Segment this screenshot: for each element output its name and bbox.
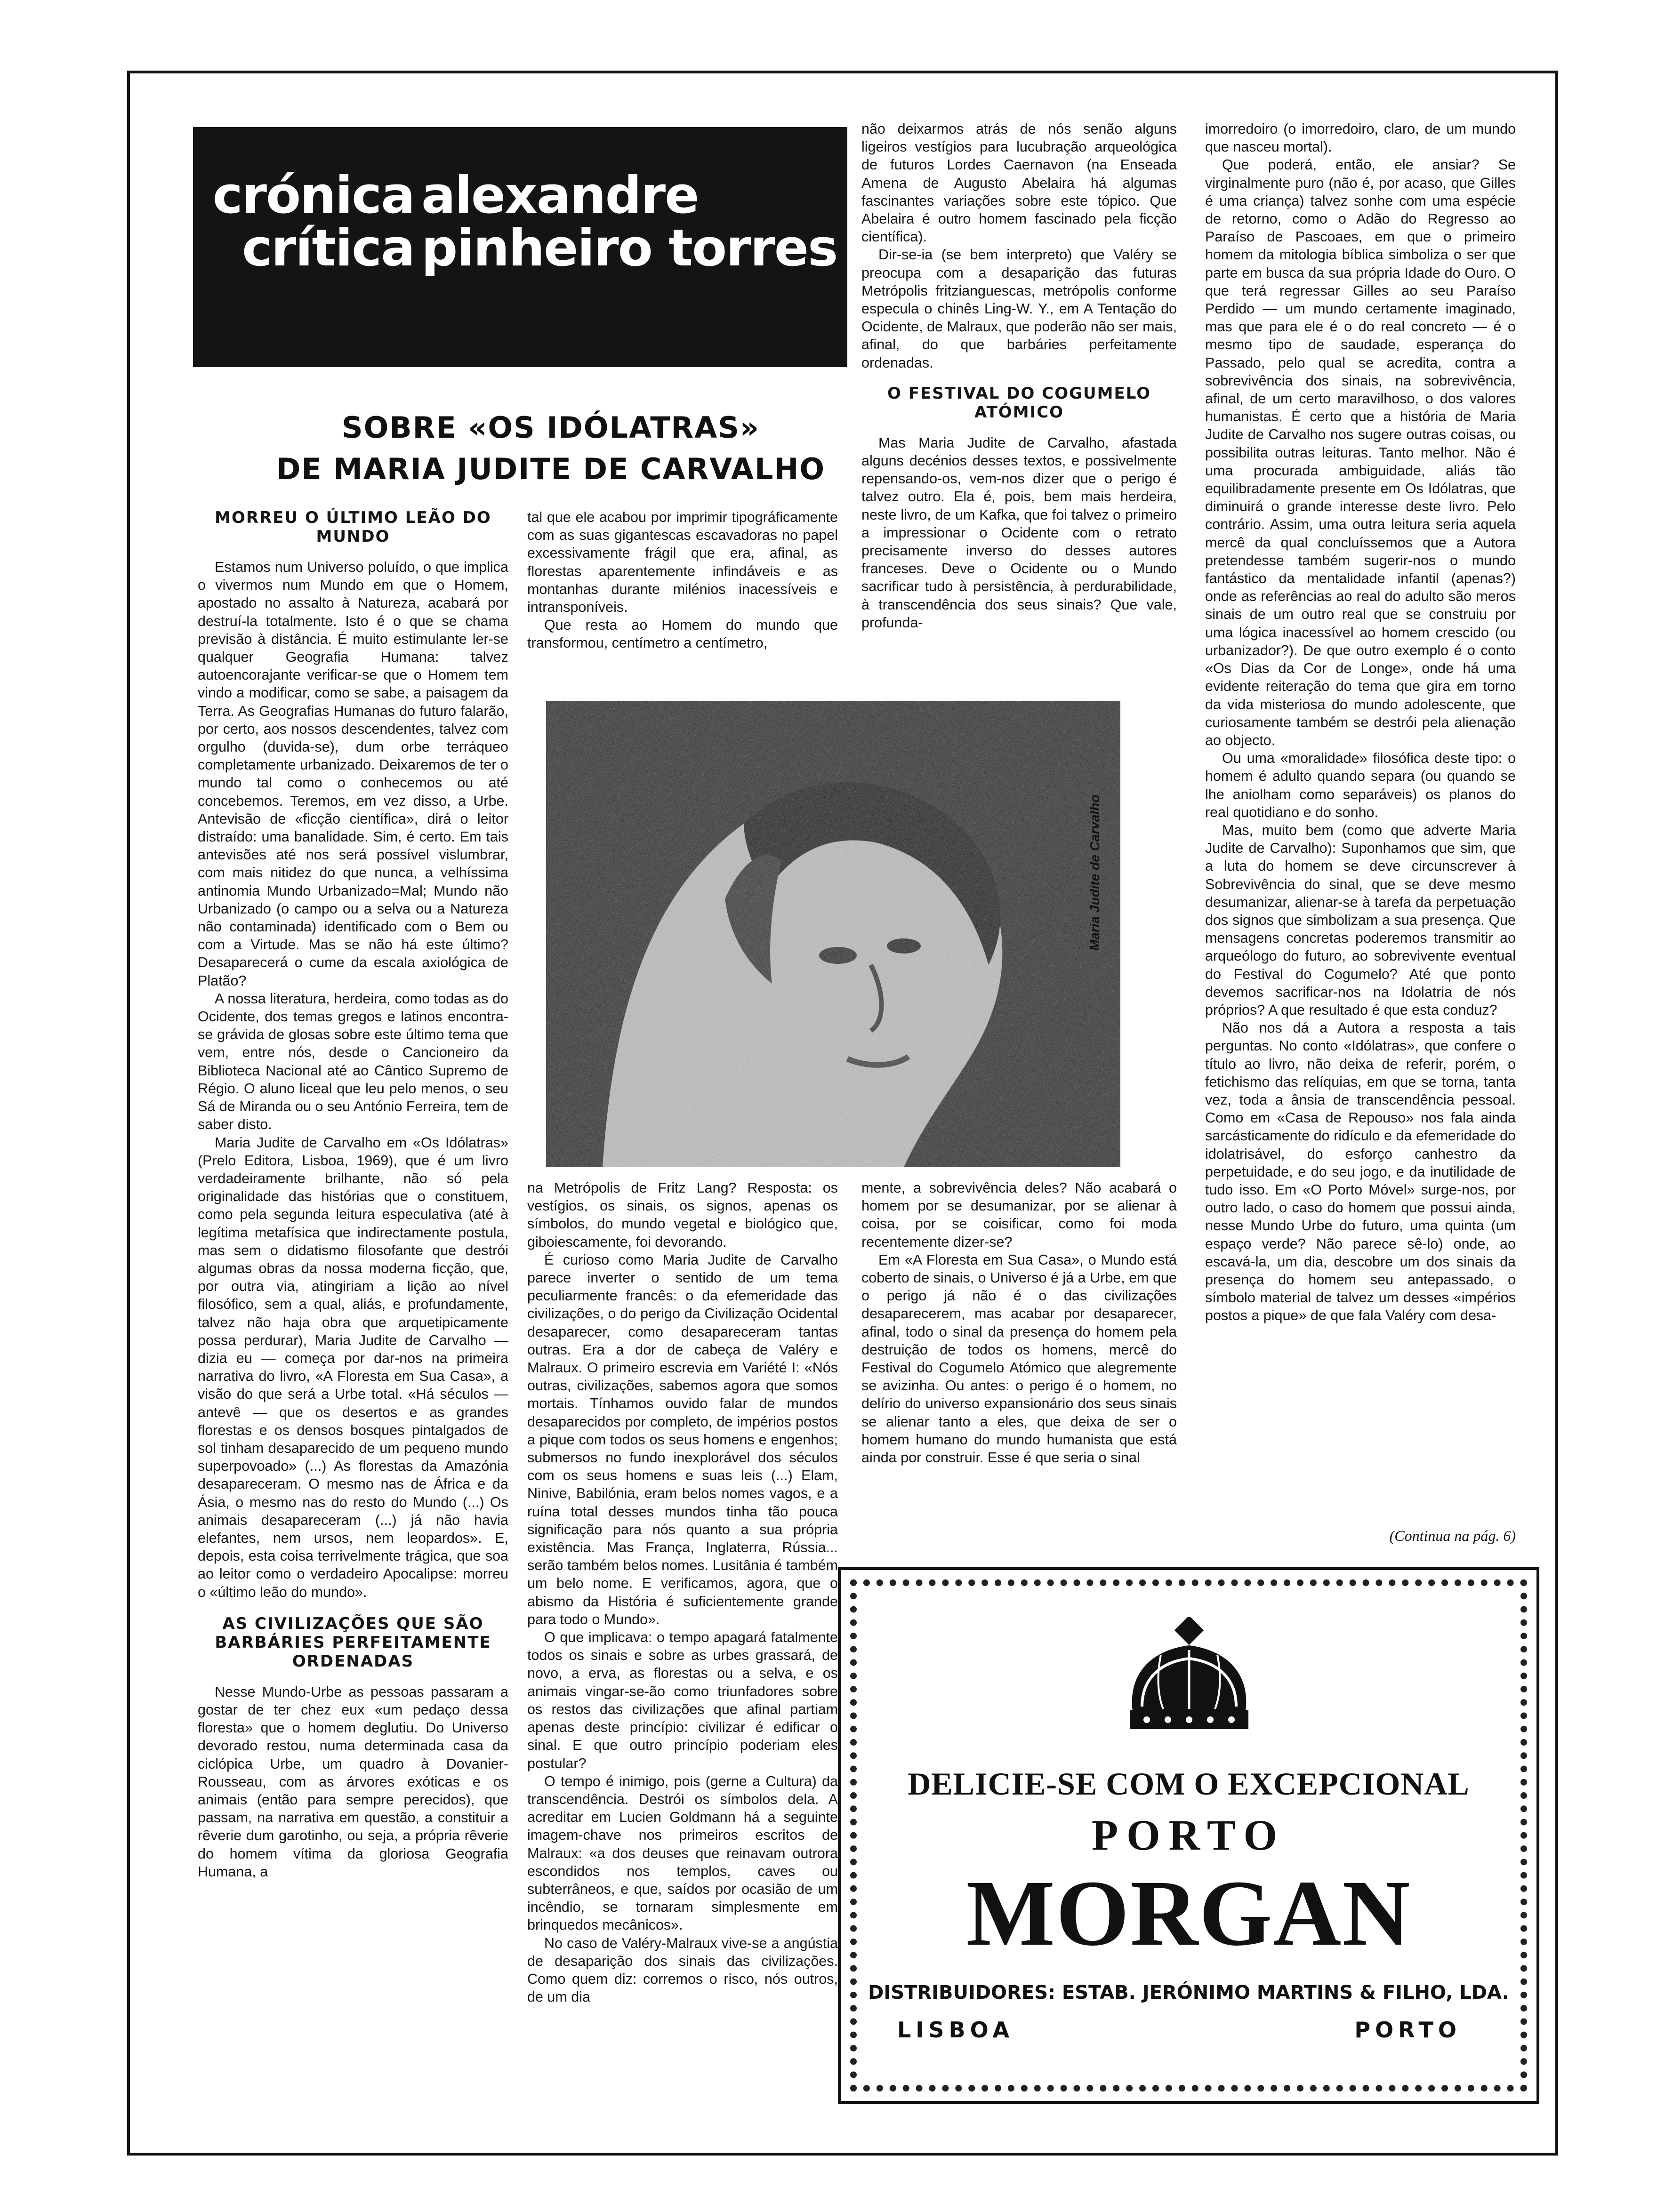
- paragraph: O que implicava: o tempo apagará fatalmente todos os sinais e sobre as urbes grassará, de novo, a erva, as florestas ou a selva, e os animais vingar-se-ão como triunfadores sobre os restos das civilizações que afinal partiam apenas deste princípio: civilizar é edificar o sinal. E que outro princípio poderiam eles postular?: [527, 1629, 838, 1771]
- portrait-image: [546, 701, 1120, 1167]
- paragraph: Mas Maria Judite de Carvalho, afastada alguns decénios desses textos, e possivelmente repensando-os, vem-nos dizer que o perigo é talvez outro. Ela é, pois, bem mais herdeira, neste livro, de um Kafka, que foi talvez o primeiro a impressionar o Ocidente com o retrato precisamente inverso do desses autores franceses. Deve o Ocidente ou o Mundo sacrificar tudo à persistência, à perdurabilidade, à transcendência dos seus sinais? Que vale, profunda-: [861, 434, 1177, 631]
- ad-distributors: DISTRIBUIDORES: ESTAB. JERÓNIMO MARTINS & FILHO, LDA.: [868, 1982, 1509, 2004]
- ad-city-porto: PORTO: [1354, 2017, 1461, 2043]
- headline-line1: SOBRE «OS IDÓLATRAS»: [342, 410, 760, 445]
- paragraph: A nossa literatura, herdeira, como todas as do Ocidente, dos temas gregos e latinos encontra-se grávida de glosas sobre este último tema que vem, entre nós, desde o Cancioneiro da Biblioteca Nacional até ao Cântico Supremo de Régio. O aluno liceal que leu pelo menos, o seu Sá de Miranda ou o seu António Ferreira, tem de saber disto.: [198, 990, 508, 1133]
- paragraph: Dir-se-ia (se bem interpreto) que Valéry se preocupa com a desaparição das futuras Metrópolis fritzianguescas, metrópolis conforme especula o chinês Ling-W. Y., em A Tentação do Ocidente, de Malraux, que poderão não ser mais, afinal, do que barbáries perfeitamente ordenadas.: [861, 247, 1177, 371]
- paragraph: tal que ele acabou por imprimir tipográficamente com as suas gigantescas escavadoras no papel excessivamente frágil que era, afinal, as florestas aparentemente infindáveis e as montanhas durante milénios inacessíveis e intransponíveis.: [527, 509, 838, 616]
- paragraph: O tempo é inimigo, pois (gerne a Cultura) da transcendência. Destrói os símbolos dela. A acreditar em Lucien Goldmann há a seguinte imagem-chave nos primeiros escritos de Malraux: «a dos deuses que reinavam outrora escondidos nos templos, caves ou subterrâneos, e que, saídos por ocasião de um incêndio, se tornaram simplesmente em brinquedos mecânicos».: [527, 1773, 838, 1933]
- crown-icon: [1123, 1617, 1255, 1735]
- paragraph: É curioso como Maria Judite de Carvalho parece inverter o sentido de um tema peculiarmente francês: o da efemeridade das civilizações, o do perigo da Civilização Ocidental desaparecer, como desapareceram tantas outras. Era a dor de cabeça de Valéry e Malraux. O primeiro escrevia em Variété I: «Nós outras, civilizações, sabemos agora que somos mortais. Tínhamos ouvido falar de mundos desaparecidos por completo, de impérios postos a pique com todos os seus homens e engenhos; submersos no fundo inexplorável dos séculos com os seus homens e suas leis (...) Elam, Ninive, Babilónia, eram belos nomes vagos, e a ruína total desses mundos tinha tão pouca significação para nós quanto a sua própria existência. Mas França, Inglaterra, Rússia... serão também belos nomes. Lusitânia é também um belo nome. E verificamos, agora, que o abismo da História é suficientemente grande para todo o Mundo».: [527, 1251, 838, 1627]
- article-headline: [198, 407, 904, 490]
- column-4: [1205, 120, 1516, 1325]
- column-2-top: [527, 508, 838, 652]
- author-portrait-photo: [546, 701, 1120, 1167]
- continuation-note: (Continua na pág. 6): [1389, 1527, 1516, 1544]
- ad-tagline: DELICIE-SE COM O EXCEPCIONAL: [908, 1766, 1470, 1802]
- paragraph: Maria Judite de Carvalho em «Os Idólatras» (Prelo Editora, Lisboa, 1969), que é um livro verdadeiramente brilhante, não só pela originalidade das histórias que o constituem, como pela segunda leitura especulativa (até à legítima metafísica que indirectamente postula, mas sem o didatismo filosofante que destrói algumas obras da nossa moderna ficção, que, por outra via, atingiriam a lição ao nível filosófico, sem a qual, aliás, e profundamente, talvez não haja obra que arquetipicamente possa perdurar), Maria Judite de Carvalho — dizia eu — começa por dar-nos na primeira narrativa do livro, «A Floresta em Sua Casa», a visão do que será a Urbe total. «Há séculos — antevê — que os desertos e as grandes florestas e os densos bosques pintalgados de sol tinham desaparecido de um pequeno mundo superpovoado» (...) As florestas da Amazónia desapareceram. O mesmo nas de África e da Ásia, o mesmo nas do resto do Mundo (...) Os animais desapareceram (...) já não havia elefantes, nem ursos, nem leopardos». E, depois, esta coisa terrivelmente trágica, que soa ao leitor como o verdadeiro Apocalipse: morreu o «último leão do mundo».: [198, 1134, 508, 1600]
- headline-line2: DE MARIA JUDITE DE CARVALHO: [276, 452, 826, 486]
- section-label-line1: crónica: [212, 166, 414, 225]
- paragraph: Que poderá, então, ele ansiar? Se virginalmente puro (não é, por acaso, que Gilles é uma criança) talvez sonhe com uma espécie de retorno, como o Adão do Regresso ao Paraíso de Pascoaes, em que o primeiro homem da mitologia bíblica simboliza o ser que parte em busca da sua própria Idade do Ouro. O que terá regressar Gilles ao seu Paraíso Perdido — um mundo certamente imaginado, mas que para ele é o do real concreto — é o mesmo tipo de saudade, esperança do Passado, pelo qual se acredita, contra a sobrevivência dos sinais, na sobrevivência, afinal, de um certo maravilhoso, o dos valores humanistas. É certo que a história de Maria Judite de Carvalho nos sugere outras coisas, ou possibilita outras leituras. Tanto melhor. Não é uma procurada ambiguidade, aliás tão equilibradamente presente em Os Idólatras, que diminuirá o grande interesse deste livro. Pelo contrário. Assim, uma outra leitura seria aquela mercê da qual concluíssemos que a Autora pretendesse também sugerir-nos o mundo fantástico da mentalidade infantil (apenas?) onde as referências ao real do adulto são meros sinais de um outro real que se construiu por uma lógica inacessível ao homem crescido (ou urbanizador?). De que outro exemplo é o conto «Os Dias da Cor de Longe», onde há uma evidente reiteração do tema que gira em torno da vida misteriosa do mundo adolescente, que curiosamente também se destrói pela alienação ao objecto.: [1205, 157, 1516, 748]
- paragraph: Estamos num Universo poluído, o que implica o vivermos num Mundo em que o Homem, apostado no assalto à Natureza, acabará por destruí-la totalmente. Isto é o que se chama previsão à distância. É muito estimulante ler-se qualquer Geografia Humana: talvez autoencorajante verificar-se que o Homem tem vindo a modificar, como se sabe, a paisagem da Terra. As Geografias Humanas do futuro falarão, por certo, aos nossos descendentes, talvez com orgulho (duvida-se), dum orbe terráqueo completamente urbanizado. Deixaremos de ter o mundo tal como o conhecemos ou até concebemos. Teremos, em vez disso, a Urbe. Antevisão de «ficção científica», dirá o leitor distraído: uma banalidade. Sim, é certo. Em tais antevisões até nos será possível vislumbrar, com mais nitidez do que nunca, a velhíssima antinomia Mundo Urbanizado=Mal; Mundo não Urbanizado (o campo ou a selva ou a Natureza não contaminada) identificado com o Bem ou com a Virtude. Mas se não há este último? Desaparecerá o cume da escala axiológica de Platão?: [198, 559, 508, 989]
- author-first-name: alexandre: [421, 166, 699, 225]
- ad-product-type: PORTO: [1091, 1811, 1286, 1859]
- paragraph: na Metrópolis de Fritz Lang? Resposta: os vestígios, os sinais, os signos, apenas os símbolos, do mundo vegetal e biológico que, giboiescamente, foi devorando.: [527, 1180, 838, 1250]
- paragraph: Em «A Floresta em Sua Casa», o Mundo está coberto de sinais, o Universo é já a Urbe, em que o perigo já não é o das civilizações desaparecerem, mas acabar por desaparecer, afinal, todo o sinal da presença do homem pela destruição de todos os homens, mercê do Festival do Cogumelo Atómico que alegremente se avizinha. Ou antes: o perigo é o homem, no delírio do universo expansionário dos seus sinais se alienar tanto a eles, que deixa de ser o homem humano do mundo humanista que está ainda por construir. Esse é que seria o sinal: [861, 1251, 1177, 1466]
- subhead-festival-cogumelo: O FESTIVAL DO COGUMELO ATÓMICO: [887, 384, 1151, 422]
- paragraph: Que resta ao Homem do mundo que transformou, centímetro a centímetro,: [527, 617, 838, 651]
- subhead-civilizacoes: AS CIVILIZAÇÕES QUE SÃO BARBÁRIES PERFEITAMENTE ORDENADAS: [215, 1614, 491, 1671]
- subhead-ultimo-leao: MORREU O ÚLTIMO LEÃO DO MUNDO: [215, 508, 491, 546]
- column-2-bottom: [527, 1179, 838, 2006]
- paragraph: Nesse Mundo-Urbe as pessoas passaram a gostar de ter chez eux «um pedaço dessa floresta» que o homem deglutiu. Do Universo devorado restou, numa determinada casa da ciclópica Urbe, um quadro à Dovanier-Rousseau, com as árvores exóticas e os animais (então para sempre perecidos), que passam, na narrativa em questão, a constituir a rêverie dum garotinho, ou seja, a própria rêverie do homem vítima da gloriosa Geografia Humana, a: [198, 1683, 508, 1880]
- advertisement-box: [838, 1567, 1539, 2104]
- section-label-line2: crítica: [242, 219, 414, 278]
- column-3-bottom: [861, 1179, 1177, 1467]
- author-last-name: pinheiro torres: [421, 219, 837, 278]
- column-1: [198, 508, 508, 1881]
- paragraph: não deixarmos atrás de nós senão alguns ligeiros vestígios para lucubração arqueológica de futuros Lordes Caernavon (na Enseada Amena de Augusto Abelaira há algumas fascinantes variações sobre este tópico. Que Abelaira é outro homem fascinado pela ficção científica).: [861, 121, 1177, 245]
- photo-caption: Maria Judite de Carvalho: [1087, 794, 1102, 951]
- paragraph: Mas, muito bem (como que adverte Maria Judite de Carvalho): Suponhamos que sim, que a luta do homem se deve circunscrever à Sobrevivência do sinal, que se deve mesmo desumanizar, alienar-se à tarefa da perpetuação dos signos que simbolizam a sua presença. Que mensagens concretas poderemos transmitir ao arqueólogo do futuro, ao sobrevivente eventual do Festival do Cogumelo? Até que ponto devemos sacrificar-nos na Idolatria de nós próprios? A que resultado é que esta conduz?: [1205, 822, 1516, 1018]
- ad-brand-name: MORGAN: [966, 1861, 1411, 1965]
- section-label: [207, 166, 414, 278]
- paragraph: Ou uma «moralidade» filosófica deste tipo: o homem é adulto quando separa (ou quando se lhe aniolham como separáveis) os planos do real quotidiano e do sonho.: [1205, 750, 1516, 820]
- paragraph: No caso de Valéry-Malraux vive-se a angústia de desaparição dos sinais das civilizações. Como quem diz: corremos o risco, nós outros, de um dia: [527, 1935, 838, 2005]
- ad-city-lisboa: LISBOA: [897, 2017, 1014, 2043]
- author-name: [421, 166, 845, 278]
- column-3-top: [861, 120, 1177, 632]
- paragraph: imorredoiro (o imorredoiro, claro, de um mundo que nasceu mortal).: [1205, 121, 1516, 155]
- paragraph: mente, a sobrevivência deles? Não acabará o homem por se desumanizar, por se alienar à coisa, por se coisificar, como foi moda recentemente dizer-se?: [861, 1180, 1177, 1250]
- paragraph: Não nos dá a Autora a resposta a tais perguntas. No conto «Idólatras», que confere o título ao livro, não deixa de referir, porém, o fetichismo das relíquias, em que se torna, tanta vez, toda a ânsia de transcendência pessoal. Como em «Casa de Repouso» nos fala ainda sarcásticamente do ridículo e da efemeridade do idolatrisável, do esforço canhestro da perpetuidade, e do seu jogo, e da inutilidade de tudo isso. Em «O Porto Móvel» surge-nos, por outro lado, o caso do homem que possui ainda, nesse Mundo Urbe do futuro, uma quinta (um espaço verde? Não parece sê-lo) onde, ao escavá-la, um dia, descobre um dos sinais da presença do homem seu antepassado, o símbolo material de talvez um desses «impérios postos a pique» de que fala Valéry com desa-: [1205, 1020, 1516, 1324]
